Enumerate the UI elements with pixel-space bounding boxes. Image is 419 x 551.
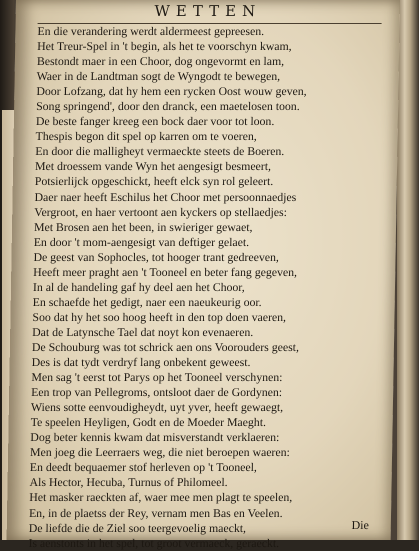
verse-line: Met droessem vande Wyn het aengesigt besmeert, <box>34 159 272 174</box>
verse-line: De liefde die de Ziel soo teergevoelig maeckt, <box>28 520 247 535</box>
verse-line: Met Brosen aen het been, in swieriger gewaet, <box>33 219 253 234</box>
verse-line: Het Treur-Spel in 't begin, als het te voorschyn kwam, <box>37 39 292 54</box>
verse-line: Potsierlijck opgeschickt, heeft elck syn rol geleert. <box>34 174 274 189</box>
verse-line: Dat de Latynsche Tael dat noyt kon evenaeren. <box>32 324 254 339</box>
verse-line: En, in de plaetss der Rey, vernam men Bas en Veelen. <box>28 505 283 520</box>
verse-line: Een trop van Pellegroms, ontsloot daer de Gordynen: <box>31 385 283 400</box>
verse-line: In al de handeling gaf hy deel aen het Choor, <box>32 279 245 294</box>
verse-line: De Schouburg was tot schrick aen ons Voorouders geest, <box>31 339 300 354</box>
verse-text <box>28 24 393 551</box>
verse-line: Waer in de Landtman sogt de Wyngodt te bewegen, <box>36 69 281 84</box>
verse-line: Het masker raeckten af, waer mee men plagt te speelen, <box>29 490 293 505</box>
verse-line: Door Lofzang, dat hy hem een rycken Oost wouw geven, <box>36 84 307 99</box>
verse-line: Men sag 't eerst tot Parys op het Tooneel verschynen: <box>31 370 283 385</box>
verse-line: Soo dat hy het soo hoog heeft in den top doen vaeren, <box>32 309 287 324</box>
book-page <box>7 0 400 550</box>
verse-line: Men joeg die Leerraers weg, die niet beroepen waeren: <box>29 445 290 460</box>
verse-line: Bestondt maer in een Choor, dog ongevormt en lam, <box>36 54 285 69</box>
verse-line: Song springend', door den dranck, een maetelosen toon. <box>36 99 300 114</box>
verse-line: En door 't mom-aengesigt van deftiger gelaet. <box>33 234 250 249</box>
verse-line: Des is dat tydt verdryf lang onbekent geweest. <box>31 355 251 370</box>
verse-line: De geest van Sophocles, tot hooger trant gedreeven, <box>33 249 280 264</box>
verse-line: En die verandering werdt aldermeest gepreesen. <box>37 24 265 38</box>
verse-line: En door die malligheyt vermaeckte steets de Boeren. <box>35 144 285 159</box>
verse-line: En deedt bequaemer stof herleven op 't Tooneel, <box>29 460 258 475</box>
verse-line: Daer naer heeft Eschilus het Choor met persoonnaedjes <box>34 189 297 204</box>
verse-line: Vergroot, en haer vertoont aen kyckers op stellaedjes: <box>34 204 288 219</box>
page-stack-edge <box>397 0 419 540</box>
verse-line: Heeft meer praght aen 't Tooneel en beter fang gegeven, <box>33 264 298 279</box>
verse-line: De beste fanger kreeg een bock daer voor tot loon. <box>35 114 275 129</box>
running-header: WETTEN <box>154 2 262 20</box>
verse-line: Als Hector, Hecuba, Turnus of Philomeel. <box>29 475 228 490</box>
verse-line: Is aenstonts in het spel, tot groot vermaeck, geraeckt. <box>28 535 280 550</box>
verse-line: Wiens sotte eenvoudigheydt, uyt yver, heeft gewaegt, <box>30 400 284 415</box>
catchword: Die <box>351 518 369 532</box>
verse-line: Dog beter kennis kwam dat misverstandt verklaeren: <box>30 430 280 445</box>
verse-line: En schaefde het gedigt, naer een naeukeurig oor. <box>32 294 262 309</box>
verse-line: Thespis begon dit spel op karren om te voeren, <box>35 129 257 144</box>
verse-line: Te speelen Heyligen, Godt en de Moeder Maeght. <box>30 415 267 430</box>
